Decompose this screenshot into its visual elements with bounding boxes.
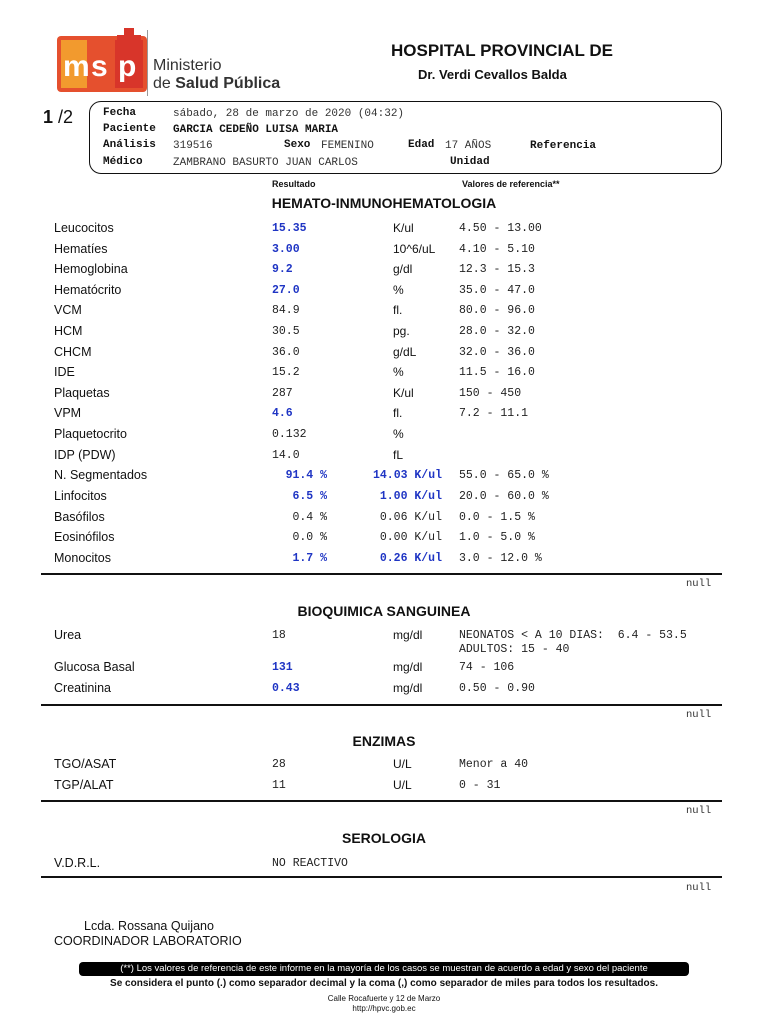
section-note: null xyxy=(686,805,712,817)
signature-name: Lcda. Rossana Quijano xyxy=(84,919,214,933)
logo-line-1: Ministerio xyxy=(153,57,222,74)
test-ref: 7.2 - 11.1 xyxy=(459,407,529,421)
test-result: 27.0 xyxy=(272,283,300,297)
test-name: IDP (PDW) xyxy=(54,447,116,462)
test-ref: 4.10 - 5.10 xyxy=(459,242,535,256)
test-name: HCM xyxy=(54,324,83,338)
edad-label: Edad xyxy=(408,139,435,151)
test-unit: fl. xyxy=(393,406,403,421)
diff-absolute: 14.03 K/ul xyxy=(372,469,442,482)
test-name: Leucocitos xyxy=(54,221,114,235)
test-unit: % xyxy=(393,427,404,441)
test-result: 36.0 xyxy=(272,345,300,359)
diff-name: Monocitos xyxy=(54,551,111,566)
test-ref: 4.50 - 13.00 xyxy=(459,222,542,235)
page-current: 1 xyxy=(43,107,54,127)
sexo-value: FEMENINO xyxy=(321,140,374,152)
test-result: 0.43 xyxy=(272,682,300,695)
test-result: 9.2 xyxy=(272,263,293,277)
diff-name: N. Segmentados xyxy=(54,468,148,482)
page-total: /2 xyxy=(58,107,74,127)
test-ref: 80.0 - 96.0 xyxy=(459,304,535,318)
diff-name: Linfocitos xyxy=(54,488,107,503)
test-unit: U/L xyxy=(393,778,412,792)
test-result: 18 xyxy=(272,629,286,642)
test-unit: % xyxy=(393,365,404,380)
section-title-enzimas: ENZIMAS xyxy=(352,733,416,749)
test-ref-2: ADULTOS: 15 - 40 xyxy=(459,643,570,656)
diff-absolute: 0.00 K/ul xyxy=(379,531,442,545)
test-ref: 150 - 450 xyxy=(459,386,522,400)
test-result: 4.6 xyxy=(272,407,293,421)
test-result: 15.35 xyxy=(272,222,307,235)
analisis-value: 319516 xyxy=(173,140,213,152)
medico-value: ZAMBRANO BASURTO JUAN CARLOS xyxy=(173,157,358,169)
test-name: IDE xyxy=(54,365,75,380)
test-ref: 0.50 - 0.90 xyxy=(459,682,535,695)
analisis-label: Análisis xyxy=(103,139,156,151)
test-unit: fl. xyxy=(393,303,403,318)
test-result: 287 xyxy=(272,386,293,400)
test-unit: % xyxy=(393,282,404,297)
footer-address: Calle Rocafuerte y 12 de Marzo xyxy=(327,994,441,1003)
test-name: TGP/ALAT xyxy=(54,778,114,792)
test-ref: 35.0 - 47.0 xyxy=(459,283,535,297)
test-unit: g/dL xyxy=(393,344,417,359)
diff-ref: 55.0 - 65.0 % xyxy=(459,469,549,482)
test-ref: 0 - 31 xyxy=(459,779,501,792)
edad-value: 17 AÑOS xyxy=(445,140,492,152)
col-valores-ref: Valores de referencia** xyxy=(462,179,560,189)
diff-percent: 1.7 % xyxy=(292,552,327,566)
test-result: 30.5 xyxy=(272,325,300,338)
test-result: 84.9 xyxy=(272,304,300,318)
hospital-subtitle: Dr. Verdi Cevallos Balda xyxy=(418,67,567,82)
test-unit: 10^6/uL xyxy=(393,241,436,256)
col-resultado: Resultado xyxy=(272,179,316,189)
section-divider xyxy=(41,573,722,575)
section-divider xyxy=(41,876,722,878)
footer-url[interactable]: http://hpvc.gob.ec xyxy=(352,1004,416,1013)
test-ref: 11.5 - 16.0 xyxy=(459,366,535,380)
test-name: Glucosa Basal xyxy=(54,660,135,674)
medico-label: Médico xyxy=(103,156,143,168)
test-ref: 74 - 106 xyxy=(459,661,515,674)
svg-text:m: m xyxy=(63,50,90,83)
section-divider xyxy=(41,704,722,706)
test-name: Hematíes xyxy=(54,241,108,256)
test-unit: mg/dl xyxy=(393,681,423,695)
section-divider xyxy=(41,800,722,802)
section-note: null xyxy=(686,709,712,721)
test-result: 0.132 xyxy=(272,428,307,441)
diff-ref: 3.0 - 12.0 % xyxy=(459,552,542,566)
footer-reference-note: (**) Los valores de referencia de este informe en la mayoría de los casos se muestran de acuerdo a edad y sexo del paciente xyxy=(79,962,689,976)
diff-absolute: 1.00 K/ul xyxy=(379,489,442,503)
diff-percent: 0.0 % xyxy=(292,531,327,545)
footer-separator-note: Se considera el punto (.) como separador decimal y la coma (,) como separador de miles para todos los resultados. xyxy=(110,978,658,989)
test-ref: 28.0 - 32.0 xyxy=(459,325,535,338)
diff-absolute: 0.26 K/ul xyxy=(379,552,442,566)
test-name: VCM xyxy=(54,303,82,318)
signature-role: COORDINADOR LABORATORIO xyxy=(54,934,242,948)
test-name: TGO/ASAT xyxy=(54,757,117,771)
test-unit: K/ul xyxy=(393,221,414,235)
test-result: NO REACTIVO xyxy=(272,857,348,870)
test-result: 14.0 xyxy=(272,448,300,462)
footer-address-block xyxy=(0,994,768,1014)
diff-name: Eosinófilos xyxy=(54,530,115,545)
diff-ref: 1.0 - 5.0 % xyxy=(459,531,535,545)
hospital-title: HOSPITAL PROVINCIAL DE xyxy=(391,41,613,60)
test-name: Hemoglobina xyxy=(54,262,128,277)
logo-divider xyxy=(147,30,148,96)
diff-ref: 0.0 - 1.5 % xyxy=(459,510,535,524)
referencia-label: Referencia xyxy=(530,140,597,152)
test-unit: K/ul xyxy=(393,385,414,400)
unidad-label: Unidad xyxy=(450,156,490,168)
test-name: Urea xyxy=(54,628,82,642)
test-unit: U/L xyxy=(393,757,412,771)
test-result: 28 xyxy=(272,758,286,771)
diff-percent: 91.4 % xyxy=(285,469,327,482)
fecha-label: Fecha xyxy=(103,107,137,119)
logo-line-2-bold: Salud Pública xyxy=(175,75,281,92)
svg-text:p: p xyxy=(118,50,137,83)
logo-text xyxy=(153,57,280,93)
msp-logo xyxy=(57,28,147,98)
test-result: 11 xyxy=(272,779,286,792)
test-result: 15.2 xyxy=(272,366,300,380)
section-note: null xyxy=(686,578,712,590)
section-title-sero: SEROLOGIA xyxy=(341,830,426,846)
test-name: V.D.R.L. xyxy=(54,856,101,870)
test-unit: pg. xyxy=(393,324,410,338)
fecha-value: sábado, 28 de marzo de 2020 (04:32) xyxy=(173,108,405,120)
test-unit: fL xyxy=(393,447,404,462)
test-unit: g/dl xyxy=(393,262,413,277)
test-name: Plaquetocrito xyxy=(54,427,127,441)
test-ref: NEONATOS < A 10 DIAS: 6.4 - 53.5 xyxy=(459,629,687,642)
test-name: CHCM xyxy=(54,344,92,359)
test-ref: 32.0 - 36.0 xyxy=(459,345,535,359)
diff-percent: 0.4 % xyxy=(292,510,327,524)
test-result: 131 xyxy=(272,661,293,674)
section-title-hemato: HEMATO-INMUNOHEMATOLOGIA xyxy=(271,195,497,211)
test-name: Plaquetas xyxy=(54,385,110,400)
test-unit: mg/dl xyxy=(393,660,423,674)
paciente-label: Paciente xyxy=(103,123,156,135)
test-name: Creatinina xyxy=(54,681,111,695)
test-result: 3.00 xyxy=(272,242,300,256)
test-ref: Menor a 40 xyxy=(459,758,529,771)
diff-percent: 6.5 % xyxy=(292,489,327,503)
sexo-label: Sexo xyxy=(284,139,311,151)
section-note: null xyxy=(686,882,712,894)
diff-name: Basófilos xyxy=(54,509,105,524)
logo-line-2-prefix: de xyxy=(153,75,176,92)
diff-ref: 20.0 - 60.0 % xyxy=(459,489,549,503)
test-ref: 12.3 - 15.3 xyxy=(459,263,535,277)
test-name: Hematócrito xyxy=(54,282,122,297)
page-number xyxy=(43,107,73,128)
test-name: VPM xyxy=(54,406,82,421)
section-title-bioq: BIOQUIMICA SANGUINEA xyxy=(297,603,471,619)
test-unit: mg/dl xyxy=(393,628,423,642)
paciente-value: GARCIA CEDEÑO LUISA MARIA xyxy=(173,124,339,136)
svg-text:s: s xyxy=(91,50,108,83)
diff-absolute: 0.06 K/ul xyxy=(379,510,442,524)
